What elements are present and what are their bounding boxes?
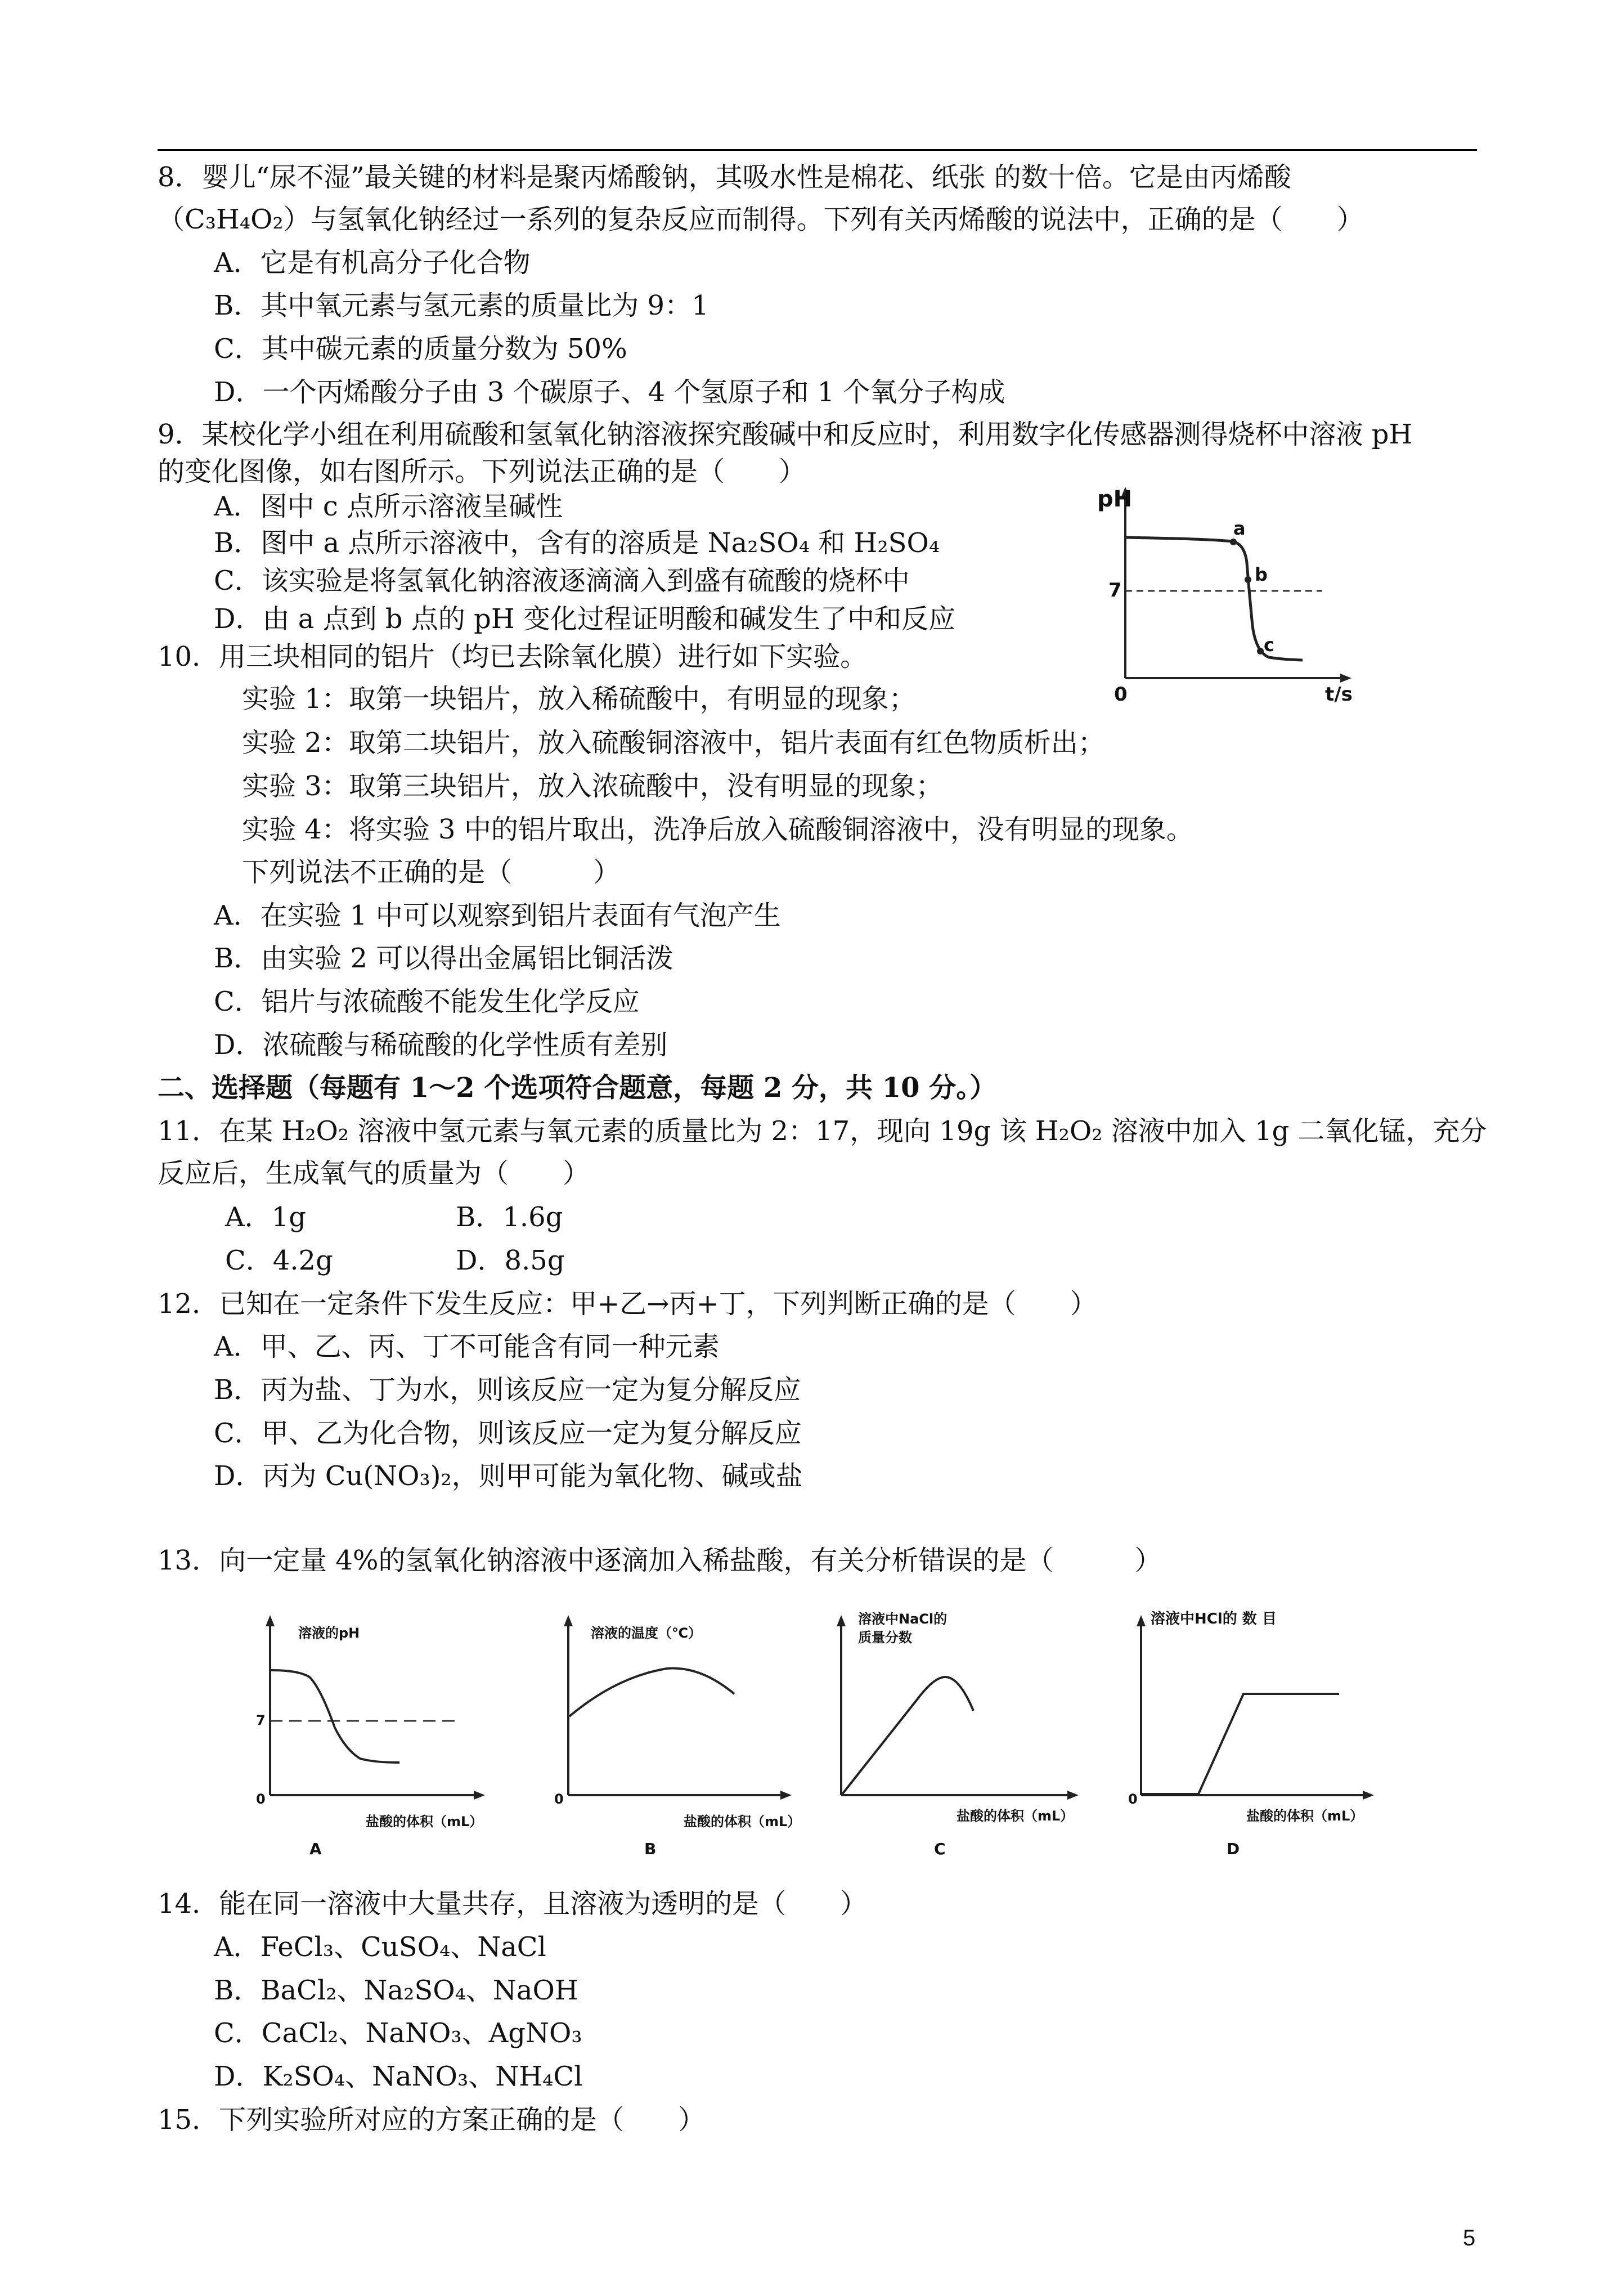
q13-c-letter: C (934, 1840, 946, 1858)
q15-stem: 15．下列实验所对应的方案正确的是（ ） (158, 2104, 706, 2136)
q14-option-a: A．FeCl₃、CuSO₄、NaCl (214, 1931, 546, 1963)
q9-stem-line1: 9．某校化学小组在利用硫酸和氢氧化钠溶液探究酸碱中和反应时，利用数字化传感器测得烧杯中溶液 pH (158, 419, 1413, 450)
q9-point-b (1245, 576, 1251, 583)
q13-stem: 13．向一定量 4%的氢氧化钠溶液中逐滴加入稀盐酸，有关分析错误的是（ ） (158, 1545, 1162, 1576)
q13-d-x-arrow (1363, 1791, 1374, 1800)
q13-c-y-label-1: 溶液中NaCl的 (858, 1611, 948, 1627)
q14-option-b: B．BaCl₂、Na₂SO₄、NaOH (214, 1975, 578, 2006)
q9-option-b: B．图中 a 点所示溶液中，含有的溶质是 Na₂SO₄ 和 H₂SO₄ (214, 527, 940, 559)
q13-d-x-label: 盐酸的体积（mL） (1246, 1808, 1364, 1824)
q13-a-x-label: 盐酸的体积（mL） (366, 1814, 483, 1829)
q8-stem-line2: （C₃H₄O₂）与氢氧化钠经过一系列的复杂反应而制得。下列有关丙烯酸的说法中，正确的是（ ） (158, 204, 1364, 235)
q10-stem: 10．用三块相同的铝片（均已去除氧化膜）进行如下实验。 (158, 641, 868, 672)
q13-a-x-arrow (474, 1791, 485, 1800)
q10-option-d: D．浓硫酸与稀硫酸的化学性质有差别 (214, 1029, 668, 1061)
section-2-heading: 二、选择题（每题有 1～2 个选项符合题意，每题 2 分，共 10 分。） (158, 1072, 997, 1104)
q9-label-a: a (1233, 518, 1246, 539)
q13-c-y-label-2: 质量分数 (858, 1630, 912, 1645)
q13-b-y-label: 溶液的温度（℃） (591, 1625, 702, 1641)
q11-stem-line2: 反应后，生成氧气的质量为（ ） (158, 1158, 590, 1189)
q12-option-b: B．丙为盐、丁为水，则该反应一定为复分解反应 (214, 1374, 801, 1406)
q14-option-c: C．CaCl₂、NaNO₃、AgNO₃ (214, 2017, 582, 2049)
q9-option-a: A．图中 c 点所示溶液呈碱性 (214, 491, 563, 522)
q12-option-d: D．丙为 Cu(NO₃)₂，则甲可能为氧化物、碱或盐 (214, 1460, 803, 1492)
q13-b-origin: 0 (554, 1791, 564, 1807)
q8-option-a: A．它是有机高分子化合物 (214, 247, 531, 279)
q12-option-a: A．甲、乙、丙、丁不可能含有同一种元素 (214, 1331, 720, 1362)
q11-stem-line1: 11．在某 H₂O₂ 溶液中氢元素与氧元素的质量比为 2：17，现向 19g 该 H₂O₂ 溶液中加入 1g 二氧化锰，充分 (158, 1115, 1487, 1147)
q12-option-c: C．甲、乙为化合物，则该反应一定为复分解反应 (214, 1418, 802, 1449)
q10-experiment-2: 实验 2：取第二块铝片，放入硫酸铜溶液中，铝片表面有红色物质析出； (242, 727, 1105, 759)
q13-c-x-arrow (1067, 1791, 1079, 1800)
q8-stem-line1: 8．婴儿“尿不湿”最关键的材料是聚丙烯酸钠，其吸水性是棉花、纸张 的数十倍。它是由丙烯酸 (158, 162, 1291, 193)
q13-graph-b (549, 1609, 813, 1863)
q9-point-a (1230, 539, 1237, 545)
q10-option-b: B．由实验 2 可以得出金属铝比铜活泼 (214, 943, 673, 974)
q9-x-label: t/s (1325, 683, 1353, 703)
q13-a-ref-label: 7 (256, 1712, 266, 1728)
q13-graph-c (833, 1609, 1103, 1863)
q13-d-letter: D (1227, 1840, 1240, 1858)
q13-a-ph-curve (271, 1670, 399, 1763)
q13-a-letter: A (309, 1840, 322, 1858)
q11-option-a: A．1g (225, 1201, 306, 1233)
q10-option-a: A．在实验 1 中可以观察到铝片表面有气泡产生 (214, 900, 781, 931)
q9-ph-curve (1126, 537, 1303, 660)
q13-d-origin: 0 (1128, 1791, 1138, 1807)
q9-origin-label: 0 (1114, 683, 1128, 703)
q9-ref-label: 7 (1108, 579, 1122, 602)
q12-stem: 12．已知在一定条件下发生反应：甲+乙→丙+丁，下列判断正确的是（ ） (158, 1288, 1097, 1320)
q13-b-x-arrow (780, 1791, 792, 1800)
q13-b-letter: B (644, 1840, 657, 1858)
q11-option-c: C．4.2g (225, 1245, 333, 1276)
q10-ask: 下列说法不正确的是（ ） (242, 856, 621, 888)
q9-stem-line2: 的变化图像，如右图所示。下列说法正确的是（ ） (158, 456, 806, 487)
q13-a-y-arrow (266, 1615, 275, 1626)
q14-stem: 14．能在同一溶液中大量共存，且溶液为透明的是（ ） (158, 1888, 868, 1920)
q13-d-y-arrow (1137, 1615, 1146, 1626)
page-number: 5 (1463, 2226, 1476, 2250)
q9-x-arrow (1340, 674, 1351, 683)
q10-experiment-3: 实验 3：取第三块铝片，放入浓硫酸中，没有明显的现象； (242, 770, 943, 802)
q8-option-c: C．其中碳元素的质量分数为 50% (214, 333, 627, 365)
q13-b-temp-curve (569, 1669, 734, 1716)
q9-ph-graph (1097, 478, 1367, 703)
q9-label-b: b (1255, 564, 1268, 585)
q10-experiment-1: 实验 1：取第一块铝片，放入稀硫酸中，有明显的现象； (242, 683, 916, 715)
q13-b-x-label: 盐酸的体积（mL） (684, 1814, 801, 1829)
q14-option-d: D．K₂SO₄、NaNO₃、NH₄Cl (214, 2061, 583, 2092)
q13-c-y-arrow (837, 1615, 846, 1626)
q11-option-b: B．1.6g (456, 1201, 563, 1233)
q13-d-hcl-line (1142, 1694, 1339, 1794)
q11-option-d: D．8.5g (456, 1245, 565, 1276)
q9-point-c (1257, 648, 1264, 654)
header-rule (158, 149, 1477, 151)
q13-graph-d (1125, 1609, 1395, 1863)
q10-option-c: C．铝片与浓硫酸不能发生化学反应 (214, 986, 640, 1017)
q9-option-d: D．由 a 点到 b 点的 pH 变化过程证明酸和碱发生了中和反应 (214, 603, 955, 635)
q8-option-d: D．一个丙烯酸分子由 3 个碳原子、4 个氢原子和 1 个氧分子构成 (214, 376, 1005, 408)
q13-graph-a (248, 1609, 506, 1863)
q13-c-x-label: 盐酸的体积（mL） (957, 1808, 1074, 1824)
q13-c-nacl-curve (842, 1677, 973, 1794)
q13-a-origin: 0 (256, 1791, 266, 1807)
q10-experiment-4: 实验 4：将实验 3 中的铝片取出，洗净后放入硫酸铜溶液中，没有明显的现象。 (242, 814, 1193, 845)
q9-label-c: c (1264, 634, 1274, 656)
q9-option-c: C．该实验是将氢氧化钠溶液逐滴滴入到盛有硫酸的烧杯中 (214, 565, 910, 597)
q13-b-y-arrow (564, 1615, 573, 1626)
q9-y-label: pH (1097, 486, 1133, 512)
q13-d-y-label: 溶液中HCl的 数 目 (1151, 1611, 1277, 1627)
q8-option-b: B．其中氧元素与氢元素的质量比为 9：1 (214, 290, 709, 321)
q13-a-y-label: 溶液的pH (298, 1625, 360, 1641)
